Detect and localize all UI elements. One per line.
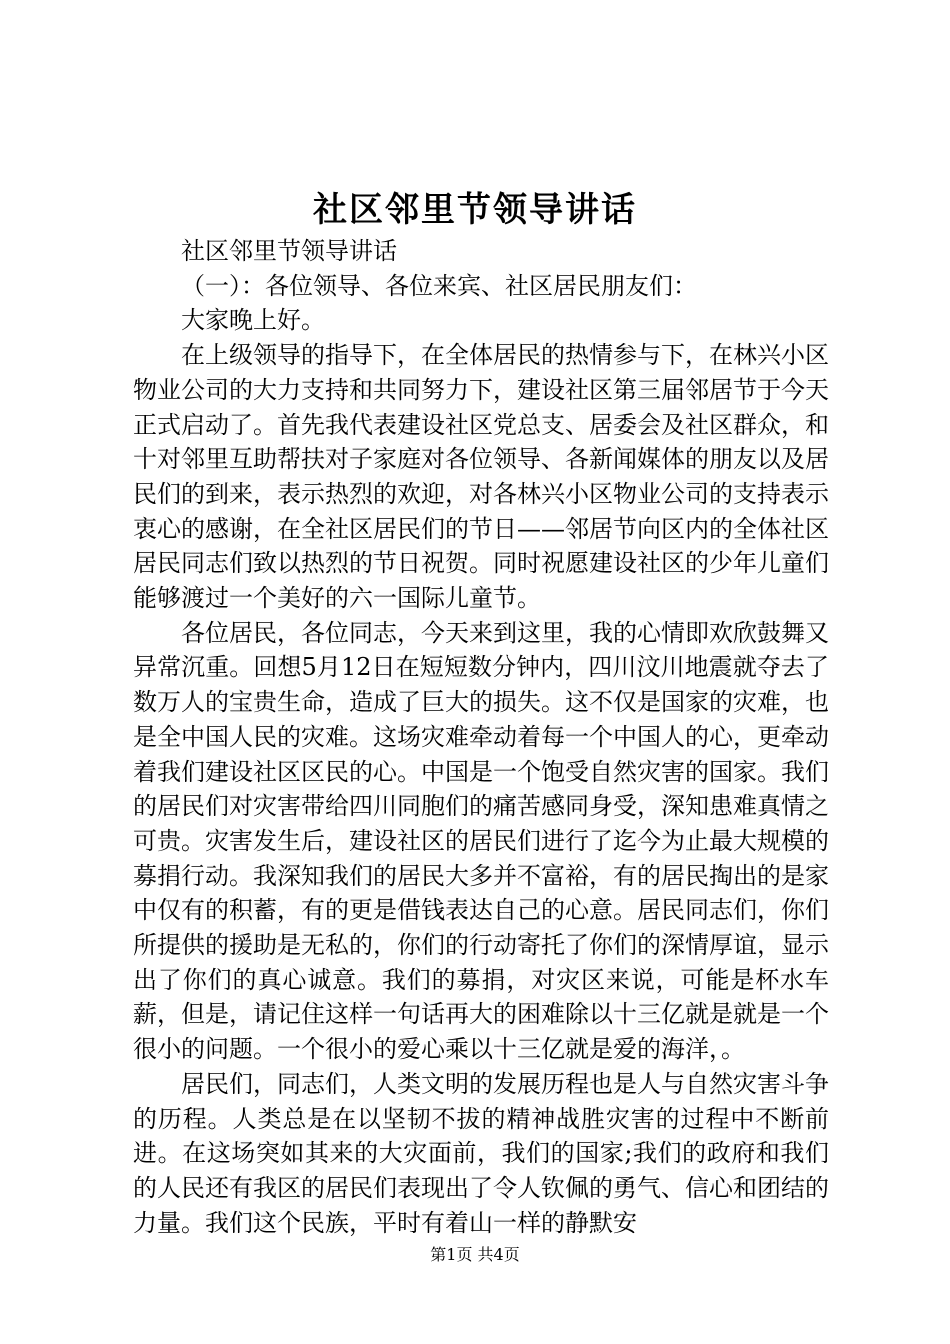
paragraph-opening: 在上级领导的指导下，在全体居民的热情参与下，在林兴小区物业公司的大力支持和共同努力下，建设社区第三届邻居节于今天正式启动了。首先我代表建设社区党总支、居委会及社区群众，和十对邻里互助帮扶对子家庭对各位领导、各新闻媒体的朋友以及居民们的到来，表示热烈的欢迎，对各林兴小区物业公司的支持表示衷心的感谢，在全社区居民们的节日——邻居节向区内的全体社区居民同志们致以热烈的节日祝贺。同时祝愿建设社区的少年儿童们能够渡过一个美好的六一国际儿童节。: [133, 341, 829, 613]
paragraph-greeting: 大家晚上好。: [181, 306, 325, 335]
paragraph-civilization: 居民们，同志们，人类文明的发展历程也是人与自然灾害斗争的历程。人类总是在以坚韧不拔的精神战胜灾害的过程中不断前进。在这场突如其来的大灾面前，我们的国家;我们的政府和我们的人民还有我区的居民们表现出了令人钦佩的勇气、信心和团结的力量。我们这个民族，平时有着山一样的静默安: [133, 1069, 829, 1237]
paragraph-earthquake: 各位居民，各位同志，今天来到这里，我的心情即欢欣鼓舞又异常沉重。回想5月12日在短短数分钟内，四川汶川地震就夺去了数万人的宝贵生命，造成了巨大的损失。这不仅是国家的灾难，也是全中国人民的灾难。这场灾难牵动着每一个中国人的心，更牵动着我们建设社区区民的心。中国是一个饱受自然灾害的国家。我们的居民们对灾害带给四川同胞们的痛苦感同身受，深知患难真情之可贵。灾害发生后，建设社区的居民们进行了迄今为止最大规模的募捐行动。我深知我们的居民大多并不富裕，有的居民掏出的是家中仅有的积蓄，有的更是借钱表达自己的心意。居民同志们，你们所提供的援助是无私的，你们的行动寄托了你们的深情厚谊，显示出了你们的真心诚意。我们的募捐，对灾区来说，可能是杯水车薪，但是，请记住这样一句话再大的困难除以十三亿就是就是一个很小的问题。一个很小的爱心乘以十三亿就是爱的海洋，。: [133, 618, 829, 1064]
page-number-footer: 第1页 共4页: [430, 1245, 520, 1264]
document-body: [133, 234, 829, 1240]
paragraph-salutation: （一）：各位领导、各位来宾、社区居民朋友们：: [181, 271, 697, 300]
document-title: 社区邻里节领导讲话: [313, 190, 637, 230]
paragraph-subtitle: 社区邻里节领导讲话: [181, 237, 397, 265]
